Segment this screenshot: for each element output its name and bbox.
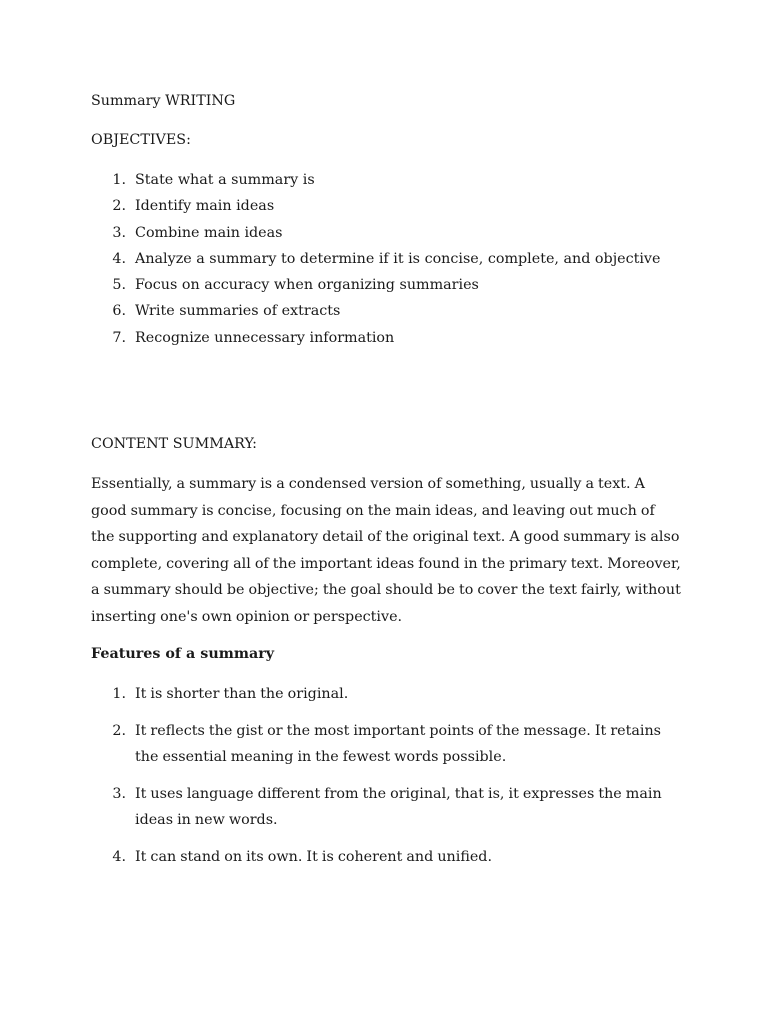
list-item-number: 1. [112, 172, 126, 188]
list-item-number: 5. [112, 277, 126, 294]
list-item-text: Focus on accuracy when organizing summaries [135, 277, 479, 294]
list-item [91, 328, 691, 354]
list-item-text: Write summaries of extracts [135, 303, 341, 320]
list-item-text: It uses language different from the original, that is, it expresses the main ideas in new words. [135, 785, 662, 828]
document-title: Summary WRITING [91, 93, 236, 109]
objectives-heading: OBJECTIVES: [91, 132, 191, 148]
content-summary-heading: CONTENT SUMMARY: [91, 436, 257, 452]
list-item-text: It is shorter than the original. [135, 686, 349, 702]
list-item [91, 223, 691, 249]
list-item-number: 4. [112, 250, 126, 267]
list-item-number: 2. [112, 722, 126, 739]
list-item-number: 4. [112, 848, 126, 865]
list-item-number: 3. [112, 785, 126, 802]
list-item [91, 275, 691, 301]
list-item-text: It can stand on its own. It is coherent and unified. [135, 848, 493, 865]
list-item [91, 718, 681, 771]
list-item-number: 3. [112, 224, 126, 241]
list-item-text: Analyze a summary to determine if it is concise, complete, and objective [135, 250, 661, 267]
list-item [91, 844, 681, 871]
list-item-text: It reflects the gist or the most important points of the message. It retains the essential meaning in the fewest words possible. [135, 722, 662, 765]
list-item-number: 2. [112, 198, 126, 215]
features-heading: Features of a summary [91, 646, 275, 662]
list-item [91, 170, 691, 196]
list-item [91, 196, 691, 222]
list-item-number: 6. [112, 303, 126, 320]
features-list [91, 684, 681, 883]
list-item-text: State what a summary is [135, 172, 315, 188]
list-item-text: Combine main ideas [135, 224, 283, 241]
list-item-number: 1. [112, 686, 126, 702]
list-item [91, 301, 691, 327]
list-item-text: Identify main ideas [135, 198, 275, 215]
list-item [91, 249, 691, 275]
content-summary-paragraph: Essentially, a summary is a condensed version of something, usually a text. A good summary is concise, focusing on the main ideas, and leaving out much of the supporting and explanatory detail of the original text. A good summary is also complete, covering all of the important ideas found in the primary text. Moreover, a summary should be objective; the goal should be to cover the text fairly, without inserting one's own opinion or perspective. [91, 476, 681, 625]
list-item-number: 7. [112, 329, 126, 346]
list-item [91, 781, 681, 834]
list-item [91, 681, 681, 708]
objectives-list [91, 170, 691, 354]
list-item-text: Recognize unnecessary information [135, 329, 395, 346]
